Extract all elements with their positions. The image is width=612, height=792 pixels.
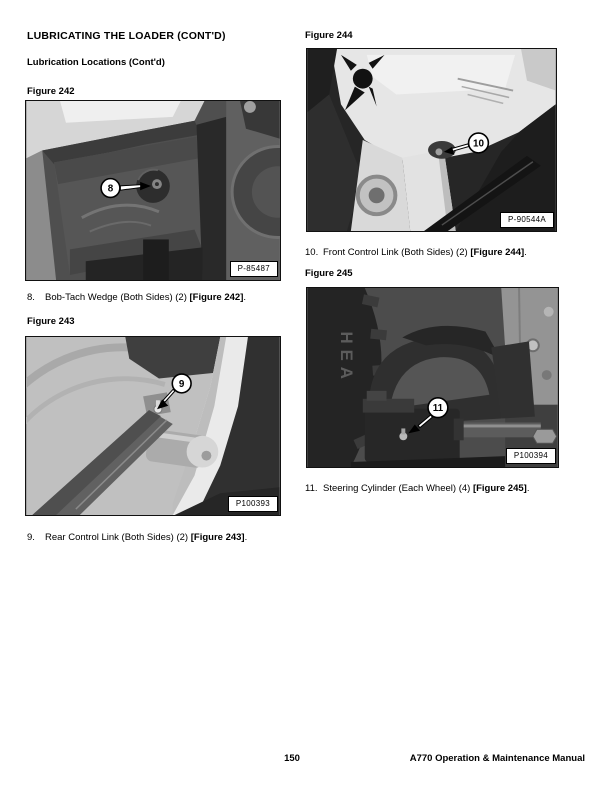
caption-8-text: Bob-Tach Wedge (Both Sides) (2) [Figure 242]. bbox=[45, 292, 247, 303]
photo-art-245 bbox=[307, 288, 557, 467]
caption-item-8 bbox=[27, 292, 297, 303]
figure-245-photo bbox=[307, 288, 558, 467]
page-title: LUBRICATING THE LOADER (CONT'D) bbox=[27, 30, 226, 42]
callout-badge-9 bbox=[172, 374, 191, 393]
photo-id-245: P100394 bbox=[506, 448, 556, 464]
caption-9-ref: [Figure 243] bbox=[190, 532, 245, 543]
figure-243-label: Figure 243 bbox=[27, 316, 75, 327]
page-subtitle: Lubrication Locations (Cont'd) bbox=[27, 57, 165, 68]
caption-item-10 bbox=[305, 247, 590, 258]
photo-art-243 bbox=[26, 337, 280, 515]
figure-244-frame bbox=[306, 48, 557, 232]
page-footer bbox=[27, 753, 585, 767]
caption-10-ref: [Figure 244] bbox=[470, 247, 525, 258]
callout-9-number: 9 bbox=[178, 378, 185, 390]
callout-badge-11 bbox=[428, 398, 448, 418]
callout-10-number: 10 bbox=[472, 138, 484, 150]
photo-id-242: P-85487 bbox=[230, 261, 278, 277]
figure-243-photo bbox=[26, 337, 280, 515]
caption-8-ref: [Figure 242] bbox=[189, 292, 244, 303]
callout-8-number: 8 bbox=[107, 183, 114, 195]
caption-11-number: 11. bbox=[305, 483, 318, 494]
photo-id-243: P100393 bbox=[228, 496, 278, 512]
caption-11-text: Steering Cylinder (Each Wheel) (4) [Figure 245]. bbox=[323, 483, 530, 494]
figure-244-photo bbox=[307, 49, 556, 231]
caption-9-number: 9. bbox=[27, 532, 35, 543]
photo-art-244 bbox=[307, 49, 555, 231]
figure-244-label: Figure 244 bbox=[305, 30, 353, 41]
caption-item-9 bbox=[27, 532, 307, 543]
figure-242-frame bbox=[25, 100, 281, 281]
caption-11-ref: [Figure 245] bbox=[472, 483, 527, 494]
caption-10-text: Front Control Link (Both Sides) (2) [Figure 244]. bbox=[323, 247, 527, 258]
caption-9-text: Rear Control Link (Both Sides) (2) [Figure 243]. bbox=[45, 532, 248, 543]
caption-item-11 bbox=[305, 483, 590, 494]
figure-243-frame bbox=[25, 336, 281, 516]
figure-242-photo bbox=[26, 101, 280, 280]
caption-10-number: 10. bbox=[305, 247, 319, 258]
footer-manual-title: A770 Operation & Maintenance Manual bbox=[409, 753, 585, 764]
caption-8-number: 8. bbox=[27, 292, 35, 303]
footer-page-number: 150 bbox=[284, 753, 300, 764]
figure-242-label: Figure 242 bbox=[27, 86, 75, 97]
figure-245-label: Figure 245 bbox=[305, 268, 353, 279]
figure-245-frame bbox=[306, 287, 559, 468]
callout-badge-10 bbox=[469, 133, 489, 153]
callout-badge-8 bbox=[101, 179, 120, 198]
tire-sidewall-text: HEA bbox=[337, 331, 357, 385]
photo-id-244: P-90544A bbox=[500, 212, 554, 228]
callout-11-number: 11 bbox=[432, 403, 444, 415]
photo-art-242 bbox=[26, 101, 280, 280]
